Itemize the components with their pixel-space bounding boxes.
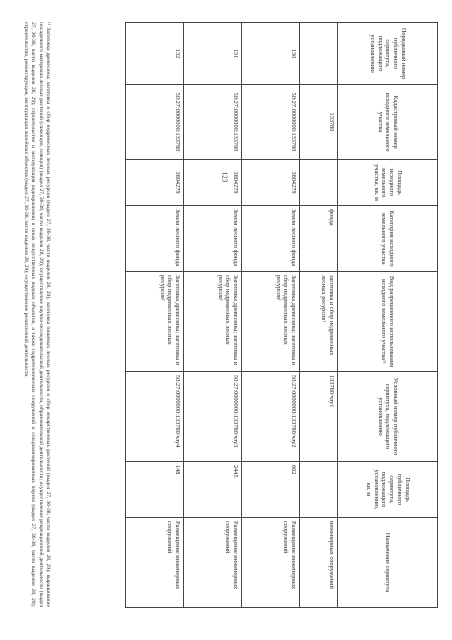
table-cell: Заготовка древесины; заготовка и сбор недревесных лесных ресурсов¹ — [126, 272, 184, 372]
footnote: ¹¹ Заготовка древесины; заготовка и сбор недревесных лесных ресурсов (выдел 27, 36-38, части выделов 28, 29); заготовка пищевых лесных ресурсов и сбор лекарственных растений (выдел 27, 36-38, части выделов 28, 29); выращивание посадочного материала лесных растений (саженцев, сеянцев) (выдел 27, 36-38, части выделов 28, 29); осуществление научно-исследовательской деятельности, образовательной деятельности; осуществление рекреационной деятельности (выдел 27, 36-38, части выделов 28, 29); строительство и эксплуатация водохранилищ и иных искусственных водных объектов, а также гидротехнических сооружений и специализированных портов (выдел 27, 36-38, части выделов 28, 29); строительство, реконструкция, эксплуатация линейных объектов (выдел 27, 36-38, части выделов 28, 29); осуществление религиозной деятельности. — [23, 22, 51, 607]
table-cell: 131 — [184, 23, 242, 85]
header-cell: Кадастровый номер исходного земельного участка — [338, 85, 438, 160]
table-cell: 50:27:0000000:133780 — [126, 85, 184, 160]
header-cell: Назначение сервитута — [338, 518, 438, 608]
header-cell: Площадь исходного земельного участка, кв. м — [338, 160, 438, 206]
table-cell: 132 — [126, 23, 184, 85]
header-cell: Вид разрешенного использования исходного земельного участка¹¹ — [338, 272, 438, 372]
rotated-page-content — [8, 22, 438, 607]
table-cell — [300, 160, 338, 206]
table-cell: Земли лесного фонда — [242, 206, 300, 272]
table-cell: Заготовка древесины; заготовка и сбор недревесных лесных ресурсов¹ — [242, 272, 300, 372]
table-cell — [300, 462, 338, 518]
header-cell: Площадь публичного сервитута, подлежащего установлению, кв. м — [338, 462, 438, 518]
table-cell: 3804279 — [242, 160, 300, 206]
table-cell — [300, 23, 338, 85]
table-cell: 133780 — [300, 85, 338, 160]
table-cell: Земли лесного фонда — [184, 206, 242, 272]
table-cell: 50:27:0000000:133780/чзу3 — [184, 372, 242, 462]
table-cell: 130 — [242, 23, 300, 85]
table-cell: 50:27:0000000:133780/чзу4 — [126, 372, 184, 462]
table-cell: фонда — [300, 206, 338, 272]
table-row — [126, 23, 184, 608]
table-cell: инженерных сооружений — [300, 518, 338, 608]
table-row — [300, 23, 338, 608]
header-cell: Условный номер публичного сервитута, подлежащего установлению — [338, 372, 438, 462]
page-number: 123 — [220, 171, 229, 183]
table-cell: 50:27:0000000:133780 — [184, 85, 242, 160]
table-cell: заготовка и сбор недревесных лесных ресурсов¹ — [300, 272, 338, 372]
table-cell: Размещение инженерных сооружений — [126, 518, 184, 608]
table-cell: 50:27:0000000:133780 — [242, 85, 300, 160]
table-cell: 662 — [242, 462, 300, 518]
table-cell: Размещение инженерных сооружений — [242, 518, 300, 608]
table-cell: 3804279 — [184, 160, 242, 206]
header-cell: Категория исходного земельного участка — [338, 206, 438, 272]
header-cell: Порядковый номер публичного сервитута, подлежащего установлению — [338, 23, 438, 85]
table-cell: Размещение инженерных сооружений — [184, 518, 242, 608]
servitude-table — [125, 22, 438, 608]
table-row — [242, 23, 300, 608]
table-cell: 50:27:0000000:133780/чзу2 — [242, 372, 300, 462]
table-header-row — [338, 23, 438, 608]
table-cell: 148 — [126, 462, 184, 518]
table-cell: 133780/чзу1 — [300, 372, 338, 462]
table-cell: Земли лесного фонда — [126, 206, 184, 272]
table-cell: Заготовка древесины; заготовка и сбор недревесных лесных ресурсов¹ — [184, 272, 242, 372]
table-cell: 2445 — [184, 462, 242, 518]
table-cell: 3804279 — [126, 160, 184, 206]
table-row — [184, 23, 242, 608]
